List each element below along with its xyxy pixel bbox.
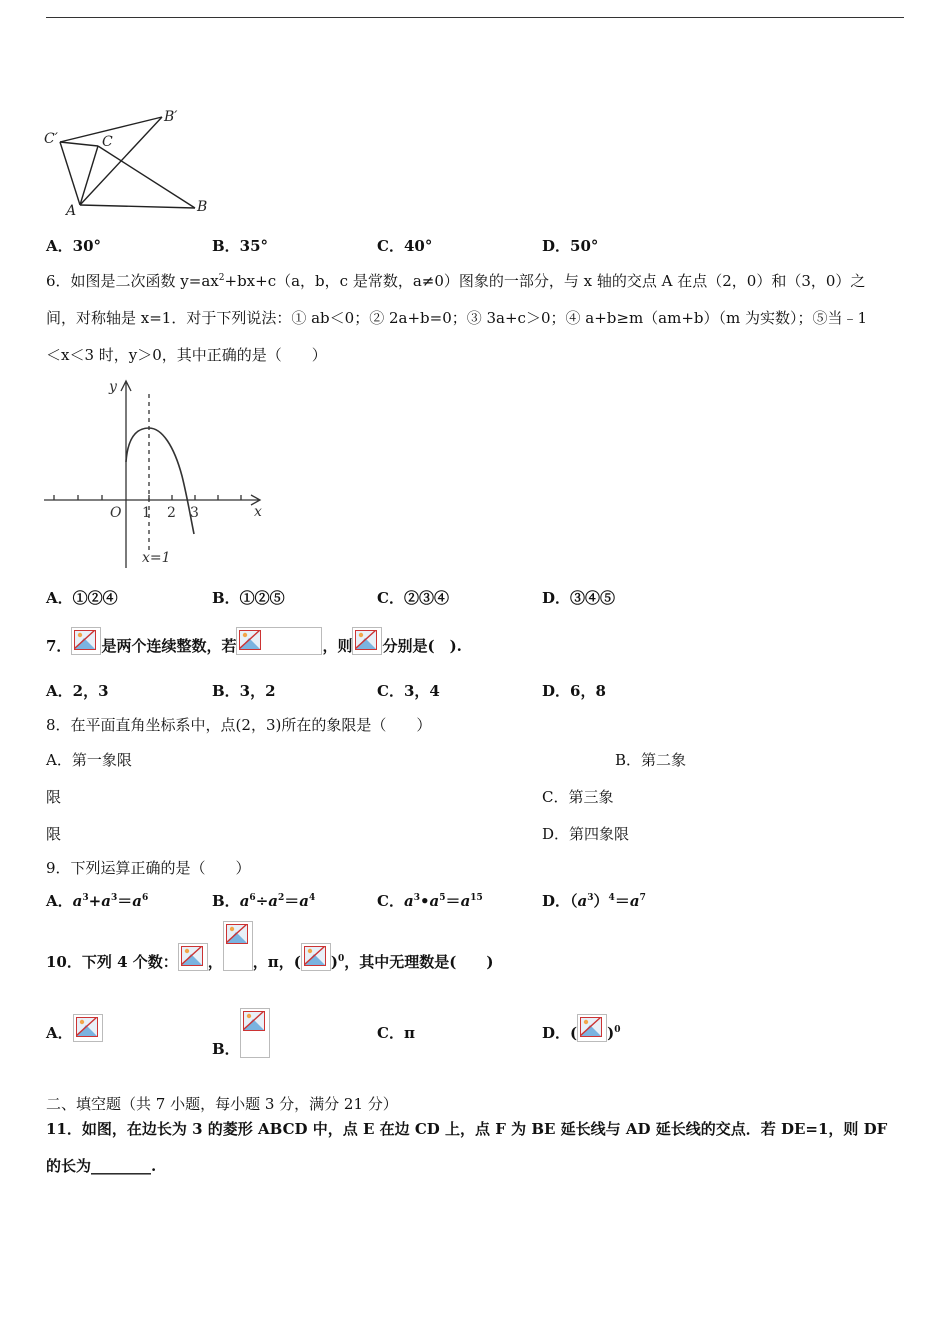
graph-tick-1: 1	[142, 505, 151, 521]
q6-stem-line1: 6．如图是二次函数 $y=ax^2+bx+c(a$，b，c 是常数，a≠0）图象的一部分，与 x 轴的交点 A 在点（2，0）和（3，0）之	[46, 272, 866, 290]
q10-stem: 10．下列 4 个数： ， ，π，( )$^0$，其中无理数是( )	[46, 921, 493, 973]
q7-stem: 7． 是两个连续整数，若 ，则 分别是( ).	[46, 627, 462, 662]
q9-option-d: D．$(a^3)^4=a^7$	[542, 892, 646, 910]
broken-image-icon	[73, 1014, 103, 1042]
broken-image-icon	[301, 943, 331, 971]
graph-origin-label: O	[110, 505, 122, 521]
broken-image-icon	[71, 627, 101, 655]
q9-option-b: B．$a^6\div a^2=a^4$	[212, 892, 316, 910]
q10-option-a: A．	[46, 1008, 103, 1058]
broken-image-icon	[352, 627, 382, 655]
q8-option-d: D．第四象限	[542, 825, 630, 843]
q10-option-b: B．	[212, 1008, 270, 1058]
graph-x-label: x	[254, 504, 262, 520]
q11-stem-line2: 的长为________.	[46, 1157, 157, 1175]
q5-option-c: C．40°	[377, 237, 433, 255]
q8-option-a: A．第一象限	[46, 751, 132, 769]
q11-stem-line1: 11．如图，在边长为 3 的菱形 ABCD 中，点 E 在边 CD 上，点 F 为 BE 延长线与 AD 延长线的交点．若 DE=1，则 DF	[46, 1120, 888, 1138]
graph-y-label: y	[109, 379, 117, 395]
q7-option-a: A．2，3	[46, 682, 109, 700]
q6-option-b: B．①②⑤	[212, 589, 285, 607]
q6-stem-line2: 间，对称轴是 x=1．对于下列说法：① ab＜0；② 2a+b=0；③ 3a+c＞0；④ a+b≥m（am+b）（m 为实数）；⑤当﹣1	[46, 309, 868, 327]
q8-option-c-tail: 限	[46, 825, 62, 843]
broken-image-icon	[223, 921, 253, 971]
q7-option-c: C．3，4	[377, 682, 440, 700]
q10-option-d: D．( )$^0$	[542, 1008, 621, 1058]
header-rule	[46, 17, 904, 18]
broken-image-icon	[236, 627, 322, 655]
broken-image-icon	[178, 943, 208, 971]
label-b: B	[197, 199, 208, 215]
label-b-prime: B′	[164, 109, 178, 125]
label-c: C	[102, 134, 113, 150]
q10-option-c: C．π	[377, 1024, 415, 1042]
q8-option-b-tail: 限	[46, 788, 62, 806]
graph-tick-3: 3	[190, 505, 199, 521]
q6-option-d: D．③④⑤	[542, 589, 616, 607]
q8-stem: 8．在平面直角坐标系中，点(2，3)所在的象限是（ ）	[46, 716, 432, 734]
label-c-prime: C′	[44, 131, 58, 147]
graph-tick-2: 2	[167, 505, 176, 521]
q6-option-a: A．①②④	[46, 589, 118, 607]
q5-option-d: D．50°	[542, 237, 599, 255]
q6-parabola-graph	[44, 376, 269, 571]
label-a: A	[66, 203, 77, 219]
q5-option-b: B．35°	[212, 237, 269, 255]
q9-option-c: C．$a^3•a^5=a^{15}$	[377, 892, 483, 910]
section-2-title: 二、填空题（共 7 小题，每小题 3 分，满分 21 分）	[46, 1095, 398, 1113]
q8-option-b: B．第二象	[615, 751, 687, 769]
q7-option-d: D．6，8	[542, 682, 606, 700]
q6-stem-line3: ＜x＜3 时，y＞0，其中正确的是（ ）	[46, 346, 327, 364]
broken-image-icon	[577, 1014, 607, 1042]
broken-image-icon	[240, 1008, 270, 1058]
q9-option-a: A．$a^3+a^3=a^6$	[46, 892, 149, 910]
q8-option-c: C．第三象	[542, 788, 614, 806]
q5-triangle-figure	[40, 105, 215, 220]
graph-axis-of-symmetry-label: x=1	[142, 550, 171, 566]
q7-option-b: B．3，2	[212, 682, 276, 700]
q9-stem: 9．下列运算正确的是（ ）	[46, 859, 251, 877]
q6-option-c: C．②③④	[377, 589, 449, 607]
q5-option-a: A．30°	[46, 237, 102, 255]
